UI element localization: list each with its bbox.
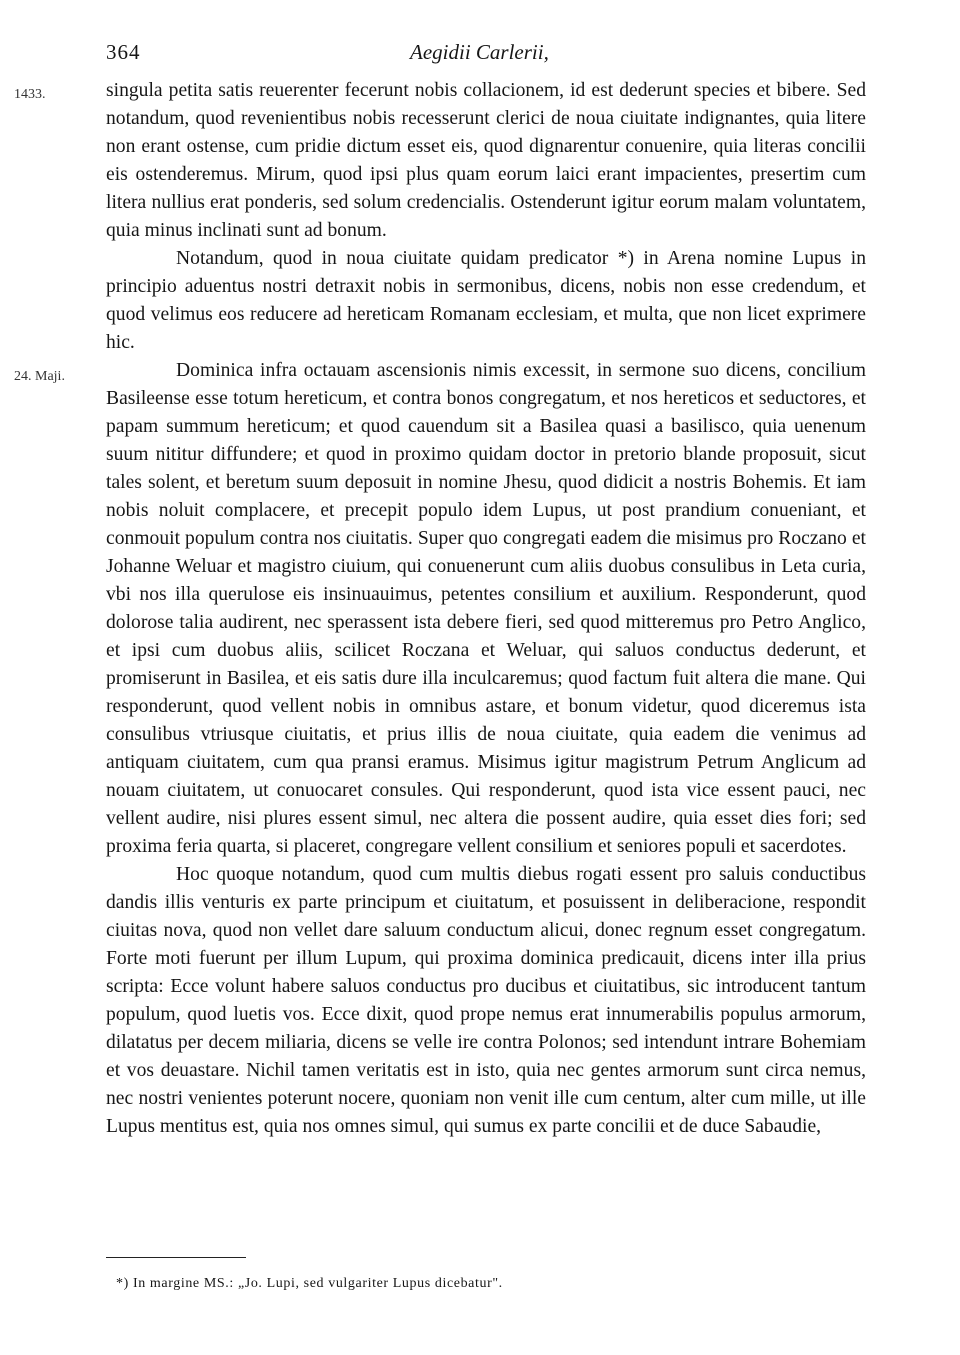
footnote-divider <box>106 1257 246 1258</box>
margin-note-year: 1433. <box>14 87 46 102</box>
paragraph-2: Notandum, quod in noua ciuitate quidam predicator *) in Arena nomine Lupus in principio aduentus nostri detraxit nobis in sermonibus, dicens, nobis non esse credendum, et quod velimus eos reducere ad hereticam Romanam ecclesiam, et multa, que non licet exprimere hic. <box>106 248 866 353</box>
footnote: *) In margine MS.: „Jo. Lupi, sed vulgariter Lupus dicebatur". <box>116 1276 503 1291</box>
main-text <box>106 77 866 1141</box>
paragraph-4: Hoc quoque notandum, quod cum multis diebus rogati essent pro saluis conductibus dandis illis venturis ex parte principum et ciuitatum, et posuissent in deliberacione, respondit ciuitas nova, quod non vellet dare saluum conductum alicui, donec regnum esset congregatum. Forte moti fuerunt per illum Lupum, qui proxima dominica predicauit, dicens inter illa prius scripta: Ecce volunt habere saluos conductus pro ducibus et ciuitatibus, sic introducent tantum populum, quod luetis vos. Ecce dixit, quod prope nemus erat innumerabilis populus armorum, dilatatus per decem miliaria, dicens se velle ire contra Polonos; sed intendunt intrare Bohemiam et vos deuastare. Nichil tamen veritatis est in isto, quia nec gentes armorum sunt circa nemus, nec nostri venientes poterunt nocere, quoniam non venit ille cum centum, alter cum mille, ut ille Lupus mentitus est, quia nos omnes simul, qui sumus ex parte concilii et de duce Sabaudie, <box>106 864 866 1137</box>
running-header <box>0 0 960 80</box>
paragraph-3: Dominica infra octauam ascensionis nimis excessit, in sermone suo dicens, concilium Basileense esse totum hereticum, et contra bonos congregatum, et nos hereticos et seductores, et papam summum hereticum; et quod cauendum sit a Basilea quasi a basilisco, quia uenenum suum nititur diffundere; et quod in proximo quidam doctor in pretorio blande proposuit, sicut tales solent, et beretum suum deposuit in nomine Jhesu, quod didicit a nostris Bohemis. Et iam nobis noluit complacere, et precepit populo idem Lupus, ut post prandium conueniant, et conmouit populum contra nos ciuitatis. Super quo congregati eadem die misimus pro Roczano et Johanne Weluar et magistro ciuium, qui conuenerunt cum aliis duobus consulibus in Leta curia, vbi nos illa querulose eis insinuauimus, petentes consilium et auxilium. Responderunt, quod dolorose talia audirent, nec sperassent ista debere fieri, sed quod mitteremus pro Petro Anglico, et ipsi cum duobus aliis, scilicet Roczana et Weluar, qui saluos conductus dederunt, et promiserunt in Basilea, et eis satis dure illa inculcaremus; quod factum fuit altera die mane. Qui responderunt, quod vellent nobis in omnibus astare, et bonum videtur, quod diceremus ista consulibus vtriusque ciuitatis, et prius illis de noua ciuitate, quia eadem die venimus ad antiquam ciuitatem, cum qua pransi eramus. Misimus igitur magistrum Petrum Anglicum ad nouam ciuitatem, ut conuocaret consules. Qui responderunt, quod ista vice essent pauci, nec vellent audire, nisi plures essent simul, nec altera die possent audire, quia esset dies fori; sed proxima feria quarta, si placeret, congregare vellent consilium et seniores populi et sacerdotes. <box>106 360 866 857</box>
page-number: 364 <box>106 40 141 64</box>
running-title: Aegidii Carlerii, <box>410 40 549 64</box>
paragraph-1: singula petita satis reuerenter fecerunt nobis collacionem, id est dederunt species et bibere. Sed notandum, quod revenientibus nobis recesserunt clerici de noua ciuitate indignantes, quia litere non erant ostense, cum pridie dictum esset eis, quod dignarentur conuenire, quia literas concilii eis ostenderemus. Mirum, quod ipsi plus quam eorum laici erant impacientes, presertim cum litera nullius erat ponderis, sed solum credencialis. Ostenderunt igitur eorum malam voluntatem, quia minus inclinati sunt ad bonum. <box>106 80 866 241</box>
margin-note-date: 24. Maji. <box>14 369 65 384</box>
